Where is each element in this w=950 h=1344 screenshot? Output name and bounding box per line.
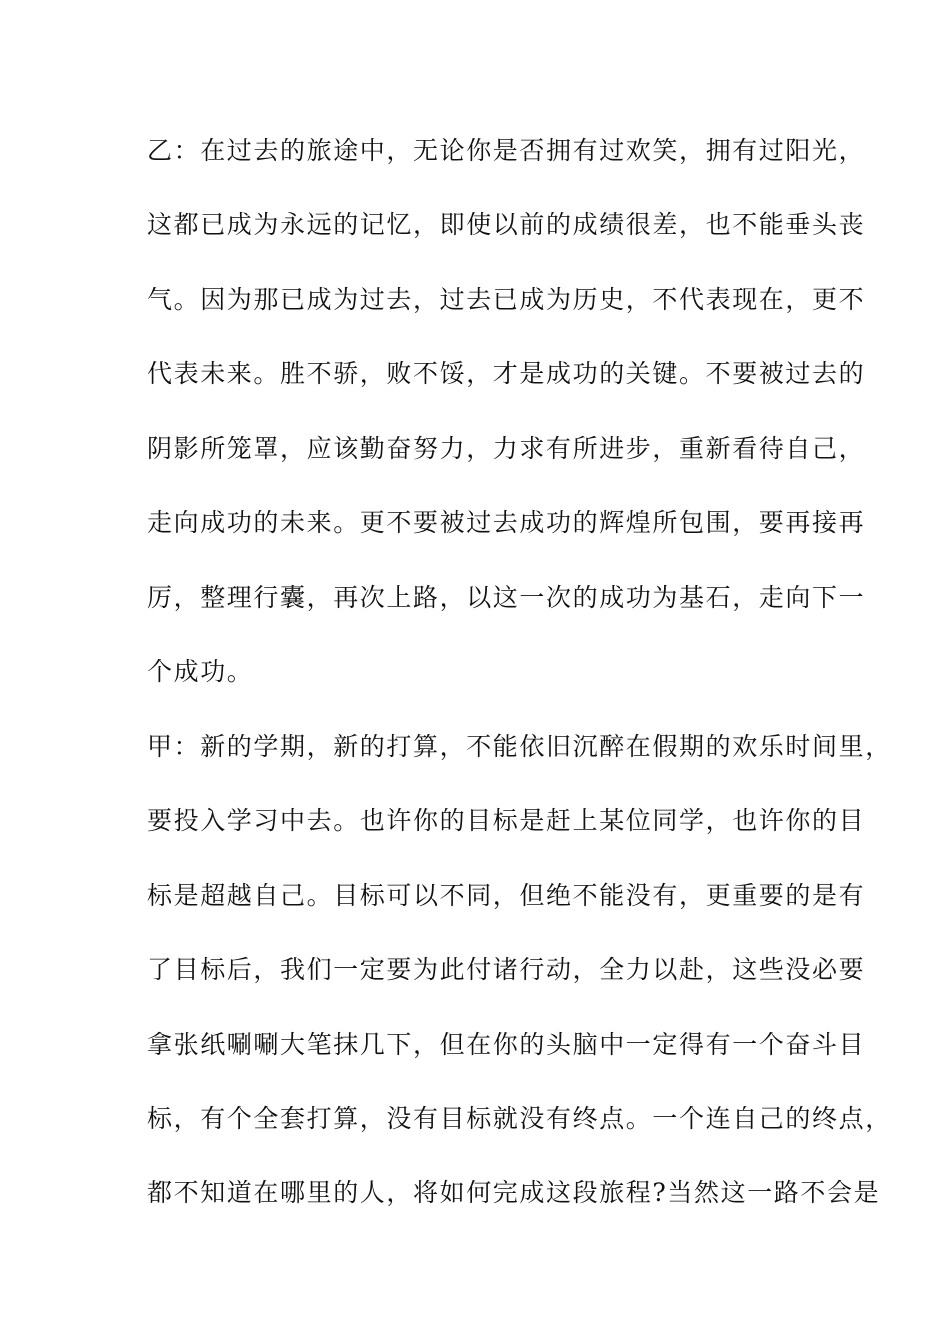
text-line: 代表未来。胜不骄，败不馁，才是成功的关键。不要被过去的 [147, 359, 866, 388]
text-line: 标，有个全套打算，没有目标就没有终点。一个连自己的终点， [147, 1104, 892, 1133]
text-line: 个成功。 [147, 657, 254, 686]
text-line: 阴影所笼罩，应该勤奋努力，力求有所进步，重新看待自己， [147, 434, 866, 463]
text-line: 要投入学习中去。也许你的目标是赶上某位同学，也许你的目 [147, 806, 866, 835]
text-line: 走向成功的未来。更不要被过去成功的辉煌所包围，要再接再 [147, 508, 866, 537]
text-line: 标是超越自己。目标可以不同，但绝不能没有，更重要的是有 [147, 881, 866, 910]
text-line: 气。因为那已成为过去，过去已成为历史，不代表现在，更不 [147, 285, 866, 314]
text-line: 了目标后，我们一定要为此付诸行动，全力以赴，这些没必要 [147, 955, 866, 984]
text-line: 这都已成为永远的记忆，即使以前的成绩很差，也不能垂头丧 [147, 210, 866, 239]
text-line: 乙：在过去的旅途中，无论你是否拥有过欢笑，拥有过阳光， [147, 136, 866, 165]
text-line: 厉，整理行囊，再次上路，以这一次的成功为基石，走向下一 [147, 583, 866, 612]
text-line: 甲：新的学期，新的打算，不能依旧沉醉在假期的欢乐时间里， [147, 732, 892, 761]
text-line: 拿张纸唰唰大笔抹几下，但在你的头脑中一定得有一个奋斗目 [147, 1030, 866, 1059]
text-line: 都不知道在哪里的人，将如何完成这段旅程?当然这一路不会是 [147, 1178, 881, 1207]
